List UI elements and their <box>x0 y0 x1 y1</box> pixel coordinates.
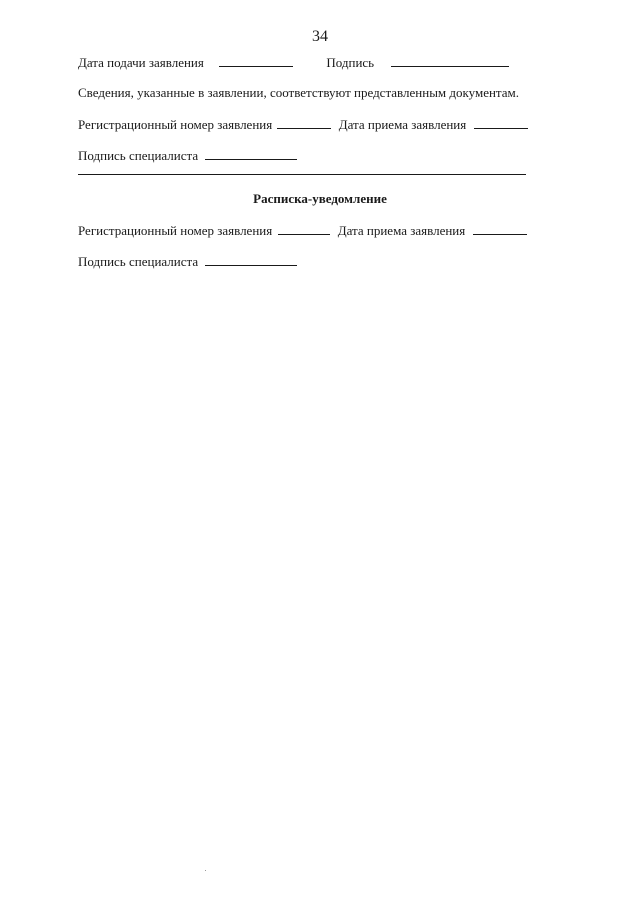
submission-date-label: Дата подачи заявления <box>78 55 204 70</box>
statement-text: Сведения, указанные в заявлении, соответствуют представленным документам. <box>78 85 520 100</box>
receipt-specialist-signature-label: Подпись специалиста <box>78 254 199 269</box>
receipt-registration-number-label: Регистрационный номер заявления <box>78 223 273 238</box>
specialist-signature-field[interactable] <box>205 147 297 160</box>
submission-row <box>78 54 509 71</box>
receipt-acceptance-date-field[interactable] <box>473 222 527 235</box>
registration-row <box>78 116 528 133</box>
page-number: 34 <box>312 28 328 45</box>
receipt-registration-number-field[interactable] <box>278 222 330 235</box>
specialist-signature-label: Подпись специалиста <box>78 148 199 163</box>
specialist-signature-row <box>78 147 297 164</box>
signature-field[interactable] <box>391 54 509 67</box>
scan-speck <box>205 870 206 871</box>
acceptance-date-label: Дата приема заявления <box>338 117 467 132</box>
acceptance-date-field[interactable] <box>474 116 528 129</box>
submission-date-field[interactable] <box>219 54 293 67</box>
receipt-title: Расписка-уведомление <box>253 191 387 206</box>
separator-line <box>78 174 526 175</box>
receipt-acceptance-date-label: Дата приема заявления <box>337 223 466 238</box>
receipt-specialist-signature-row <box>78 253 297 270</box>
signature-label: Подпись <box>326 55 375 70</box>
registration-number-field[interactable] <box>277 116 331 129</box>
receipt-registration-row <box>78 222 527 239</box>
receipt-specialist-signature-field[interactable] <box>205 253 297 266</box>
registration-number-label: Регистрационный номер заявления <box>78 117 273 132</box>
